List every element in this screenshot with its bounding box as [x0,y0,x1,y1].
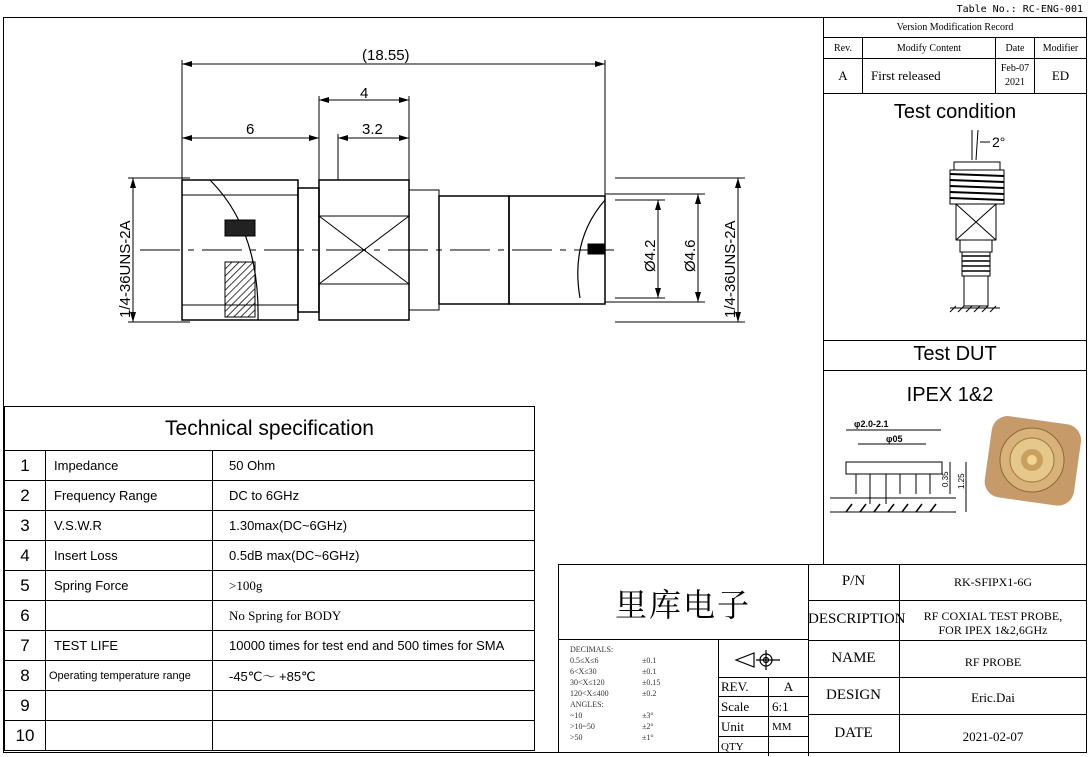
row-line-2 [808,640,1087,641]
table-row [5,511,535,541]
scale-value: 6:1 [769,697,809,717]
ipex-dim-d: 1.25 [957,473,966,489]
thread-right: 1/4-36UNS-2A [722,220,739,318]
table-row [5,571,535,601]
row-name [46,691,213,721]
date-line-1: Feb-07 [1000,63,1030,74]
table-row [5,721,535,751]
date-label: DATE [834,725,873,741]
tolerance-notes [570,644,660,743]
dim-6: 6 [246,121,255,138]
row-value: 50 Ohm [213,451,535,481]
rev-value: A [769,677,809,697]
thread-left: 1/4-36UNS-2A [117,220,134,318]
row-number: 8 [5,661,46,691]
tol-row: ~10 ±3° [570,711,654,720]
row-line-3 [808,677,1087,678]
tol-row: 6<X≤30 ±0.1 [570,667,657,676]
table-row [5,601,535,631]
angle-label: 2° [992,134,1006,150]
row-value [213,691,535,721]
row-value: No Spring for BODY [213,601,535,631]
row-name: TEST LIFE [46,631,213,661]
probe-drawing [100,40,760,340]
table-row [5,451,535,481]
row-name: Spring Force [46,571,213,601]
test-condition-title: Test condition [893,101,1017,123]
pn-label: P/N [841,573,866,589]
ipex-dim-b: φ05 [886,434,903,444]
modify-content-header: Modify Content [863,38,996,59]
row-number: 10 [5,721,46,751]
revision-table [823,17,1087,94]
rev-label: REV. [718,677,769,697]
dut-name: IPEX 1&2 [906,384,994,406]
dut-bottom-line [823,370,1087,371]
date-line-2: 2021 [1005,77,1025,88]
dut-top-line [823,340,1087,341]
projection-symbol-icon [734,647,784,673]
spec-title: Technical specification [5,407,535,451]
unit-value: MM [769,717,809,737]
date-value-block: 2021-02-07 [962,729,1024,744]
description-label: DESCRIPTION [808,611,906,627]
ipex-drawing [826,414,976,524]
dia-4-2: Ø4.2 [642,239,659,272]
rev-header: Rev. [824,38,863,59]
design-value: Eric.Dai [971,690,1015,705]
row-value: >100g [213,571,535,601]
company-divider [558,639,808,640]
decimals-label: DECIMALS: [570,645,614,654]
table-row [5,661,535,691]
row-name: Operating temperature range [46,661,213,691]
table-row [5,691,535,721]
row-value: DC to 6GHz [213,481,535,511]
row-name [46,601,213,631]
test-dut-title: Test DUT [913,343,997,365]
row-number: 3 [5,511,46,541]
date-value [996,59,1035,94]
row-value: 1.30max(DC~6GHz) [213,511,535,541]
modifier-value: ED [1035,59,1087,94]
row-number: 1 [5,451,46,481]
rev-scale-table [718,677,809,756]
row-line-4 [808,714,1087,715]
tol-row: 120<X≤400 ±0.2 [570,689,657,698]
tol-row: >10~50 ±2° [570,722,654,731]
test-condition-figure [940,130,1010,320]
row-number: 2 [5,481,46,511]
row-value: -45℃～ +85℃ [213,661,535,691]
modifier-header: Modifier [1035,38,1087,59]
unit-label: Unit [718,717,769,737]
row-value: 0.5dB max(DC~6GHz) [213,541,535,571]
ipex-dim-a: φ2.0-2.1 [854,419,889,429]
table-row [5,631,535,661]
row-number: 5 [5,571,46,601]
row-name: Insert Loss [46,541,213,571]
rev-value: A [824,59,863,94]
dim-4: 4 [360,85,369,102]
right-panel-border [823,88,824,564]
pn-value: RK-SFIPX1-6G [953,575,1032,589]
table-row [5,541,535,571]
row-number: 7 [5,631,46,661]
dia-4-6: Ø4.6 [682,239,699,272]
row-value [213,721,535,751]
dim-overall: (18.55) [362,47,410,64]
row-name [46,721,213,751]
ipex-photo [984,410,1084,510]
dim-3-2: 3.2 [362,121,383,138]
row-line-1 [808,600,1087,601]
company-name: 里库电子 [614,586,751,624]
scale-label: Scale [718,697,769,717]
table-number: Table No.: RC-ENG-001 [956,4,1083,15]
row-value: 10000 times for test end and 500 times for SMA [213,631,535,661]
description-line-2: FOR IPEX 1&2,6GHz [938,623,1048,637]
row-name: Impedance [46,451,213,481]
date-header: Date [996,38,1035,59]
row-name: V.S.W.R [46,511,213,541]
modify-content-value: First released [863,59,996,94]
angles-label: ANGLES: [570,700,604,709]
name-value: RF PROBE [964,655,1022,669]
tol-row: >50 ±1° [570,733,654,742]
row-number: 6 [5,601,46,631]
qty-value [769,737,809,757]
ipex-dim-c: 0.35 [941,471,950,487]
row-number: 4 [5,541,46,571]
table-row [5,481,535,511]
design-label: DESIGN [826,687,881,703]
name-label: NAME [831,650,876,666]
tol-row: 30<X≤120 ±0.15 [570,678,661,687]
spec-table [4,406,535,751]
revision-title: Version Modification Record [824,18,1087,38]
description-line-1: RF COXIAL TEST PROBE, [923,609,1063,623]
tol-row: 0.5≤X≤6 ±0.1 [570,656,657,665]
qty-label: QTY [718,737,769,757]
row-name: Frequency Range [46,481,213,511]
row-number: 9 [5,691,46,721]
description-value [899,609,1087,637]
